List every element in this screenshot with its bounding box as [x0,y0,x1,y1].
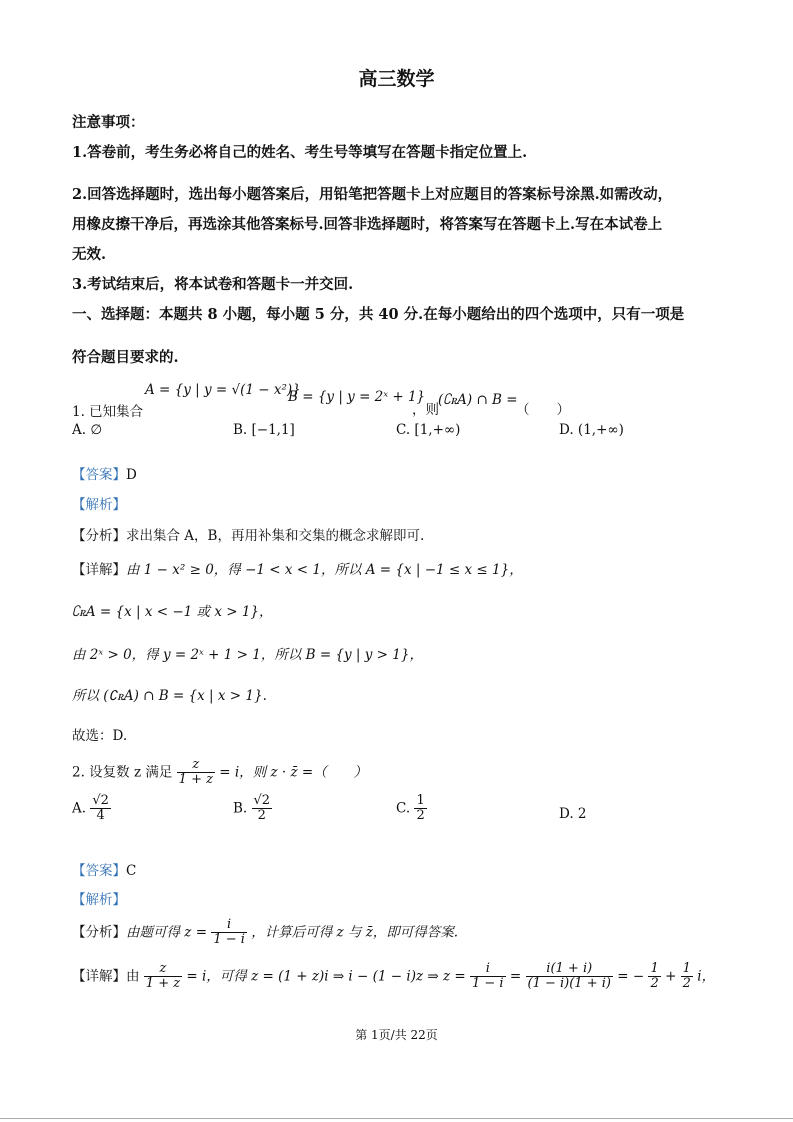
q1-complement-expr: (∁ꭱA) ∩ B = [438,392,518,408]
q2-stem [72,758,367,788]
q2-option-b [233,794,272,824]
q2-analysis-tag: 【分析】 [72,924,126,941]
q1-paren: （ ） [516,402,570,418]
q2-answer-line [72,859,136,879]
q2-jiexi: 【解析】 [72,892,126,908]
q2-analysis-post: ，计算后可得 z 与 z̄，即可得答案. [251,924,459,941]
section-1-line-1: 一、选择题：本题共 8 小题，每小题 5 分，共 40 分.在每小题给出的四个选项中，只有一项是 [72,306,685,323]
q2-detail-line [72,962,715,992]
q2-option-b-num: √2 [253,793,271,808]
q2-option-a-num: √2 [92,793,109,808]
q1-answer-line [72,463,137,483]
q2-option-c [396,794,427,824]
q1-detail-line-1 [72,558,523,578]
q2-option-b-label: B. [233,800,248,817]
notice-item-3: 3.考试结束后，将本试卷和答题卡一并交回. [72,276,354,293]
q2-option-b-fraction [252,794,273,824]
notice-item-2-line-3: 无效. [72,246,107,263]
q2-option-c-fraction [414,794,426,824]
q1-detail-tag: 【详解】 [72,562,126,578]
q1-analysis-tag: 【分析】 [72,528,126,544]
q1-option-a: A. ∅ [72,422,103,438]
q2-detail-pre: 由 [126,968,140,985]
q1-detail-line-4: 所以 (∁ꭱA) ∩ B = {x | x > 1}. [72,688,267,704]
q1-stem-prefix: 1. 已知集合 [72,404,144,420]
q2-detail-f4-den: 2 [650,976,659,992]
q1-option-c: C. [1,+∞) [396,422,461,438]
notice-item-2-line-1: 2.回答选择题时，选出每小题答案后，用铅笔把答题卡上对应题目的答案标号涂黑.如需改动， [72,186,673,203]
q2-detail-mid: = i，可得 z = (1 + z)i ⇒ i − (1 − i)z ⇒ z = [186,968,466,985]
q1-conclusion: 故选：D. [72,728,128,744]
q2-detail-f4-num: 1 [650,961,659,976]
q2-option-c-label: C. [396,800,411,817]
q1-answer: D [126,467,137,483]
q2-detail-f2-num: i [470,962,506,977]
q2-detail-f5-den: 2 [682,976,691,992]
q2-analysis-num: i [211,918,247,933]
q1-jiexi: 【解析】 [72,497,126,513]
q2-detail-fraction-3 [526,962,613,992]
q2-analysis-pre: 由题可得 z = [126,924,208,941]
notice-heading: 注意事项： [72,114,145,131]
q2-detail-plus: + [665,968,677,985]
section-1-line-2: 符合题目要求的. [72,349,179,366]
q2-answer-tag: 【答案】 [72,863,126,879]
q2-analysis-line [72,918,458,948]
q2-detail-fraction-5 [681,962,693,992]
q2-detail-eq2: = − [617,968,645,985]
q2-frac-num: z [177,758,215,773]
q2-detail-f5-num: 1 [682,961,691,976]
q2-analysis-den: 1 − i [213,932,245,948]
q2-stem-prefix: 2. 设复数 z 满足 [72,764,173,781]
q2-option-a [72,794,111,824]
page-footer: 第 1页/共 22页 [355,1028,438,1042]
q2-option-d: D. 2 [559,806,587,822]
q1-detail-line-2: ∁ꭱA = {x | x < −1 或 x > 1}， [72,604,273,620]
q2-option-c-den: 2 [416,808,425,824]
q1-set-a: A = {y | y = √(1 − x²)} [145,382,301,398]
q2-detail-eq: = [509,968,522,985]
q2-detail-fraction-4 [648,962,660,992]
q2-stem-fraction [177,758,215,788]
q2-detail-f2-den: 1 − i [472,976,504,992]
page-title: 高三数学 [358,68,435,90]
q2-analysis-fraction [211,918,247,948]
q1-analysis: 求出集合 A，B，再用补集和交集的概念求解即可. [126,528,425,544]
q2-answer: C [126,863,137,879]
q2-detail-end: i， [697,968,716,985]
q2-detail-fraction-1 [144,962,182,992]
q1-option-b: B. [−1,1] [233,422,295,438]
q1-set-b: B = {y | y = 2ˣ + 1} [288,389,426,405]
q2-detail-f1-num: z [144,962,182,977]
notice-item-2-line-2: 用橡皮擦干净后，再选涂其他答案标号.回答非选择题时，将答案写在答题卡上.写在本试卷上 [72,216,663,233]
q1-option-d: D. (1,+∞) [559,422,624,438]
q1-detail-1: 由 1 − x² ≥ 0，得 −1 < x < 1，所以 A = {x | −1 ≤ x ≤ 1}， [126,562,523,578]
q2-detail-f3-den: (1 − i)(1 + i) [527,976,611,992]
q2-detail-f3-num: i(1 + i) [526,962,613,977]
q2-detail-tag: 【详解】 [72,968,126,985]
q2-detail-f1-den: 1 + z [145,976,181,992]
q2-option-c-num: 1 [416,793,425,808]
q1-detail-line-3: 由 2ˣ > 0，得 y = 2ˣ + 1 > 1，所以 B = {y | y > 1}， [72,647,423,663]
q2-option-a-fraction [90,794,111,824]
q2-stem-mid: = i，则 z · z̄ =（ ） [219,764,368,781]
bottom-rule [0,1118,793,1119]
q1-answer-tag: 【答案】 [72,467,126,483]
notice-item-1: 1.答卷前，考生务必将自己的姓名、考生号等填写在答题卡指定位置上. [72,144,528,161]
q2-option-a-den: 4 [96,808,105,824]
q2-frac-den: 1 + z [178,772,213,788]
q2-option-b-den: 2 [257,808,266,824]
q1-stem-suffix: ，则 [412,402,439,418]
q1-analysis-line [72,524,424,544]
q2-option-a-label: A. [72,800,87,817]
q2-detail-fraction-2 [470,962,506,992]
